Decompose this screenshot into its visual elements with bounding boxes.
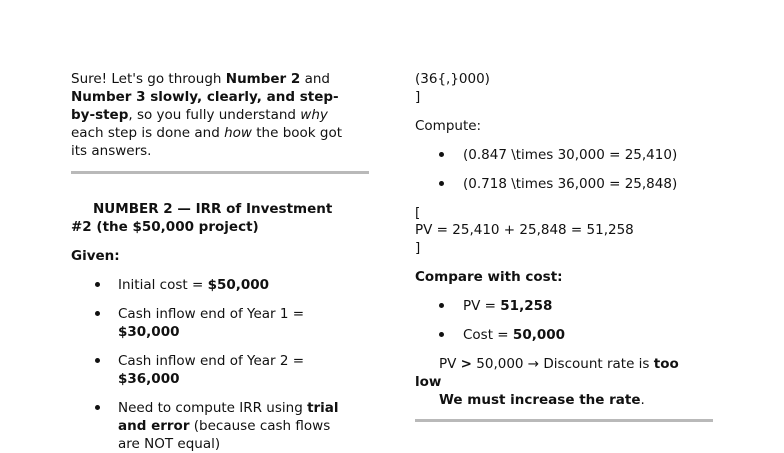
compare-label: Compare with cost: (415, 269, 563, 285)
bullet-icon (439, 303, 444, 308)
intro-line-2: Number 3 slowly, clearly, and step- (71, 89, 339, 105)
given-item-2-line-1: Cash inflow end of Year 1 = (118, 306, 305, 322)
intro-line-5: its answers. (71, 143, 152, 159)
given-label: Given: (71, 248, 120, 264)
bullet-icon (95, 358, 100, 363)
given-item-2-line-2: $30,000 (118, 324, 180, 340)
given-item-4-line-1: Need to compute IRR using trial (118, 400, 339, 416)
compute-label: Compute: (415, 118, 482, 134)
bullet-icon (95, 311, 100, 316)
equation-bracket-open: [ (415, 205, 421, 221)
conclusion-line-1: PV > 50,000 → Discount rate is too (439, 356, 679, 372)
given-item-4-line-3: are NOT equal) (118, 436, 221, 452)
given-item-4-line-2: and error (because cash flows (118, 418, 331, 434)
compare-item-cost: Cost = 50,000 (463, 327, 566, 343)
conclusion-line-2: low (415, 374, 442, 390)
bullet-icon (439, 152, 444, 157)
compute-item-1: (0.847 \times 30,000 = 25,410) (463, 147, 678, 163)
conclusion-line-3: We must increase the rate. (439, 392, 645, 408)
compute-item-2: (0.718 \times 36,000 = 25,848) (463, 176, 678, 192)
given-item-3-line-1: Cash inflow end of Year 2 = (118, 353, 305, 369)
given-item-3-line-2: $36,000 (118, 371, 180, 387)
bullet-icon (439, 181, 444, 186)
bullet-icon (95, 282, 100, 287)
section-heading-line-1: NUMBER 2 — IRR of Investment (93, 201, 333, 217)
compare-item-pv: PV = 51,258 (463, 298, 553, 314)
pv-equation: PV = 25,410 + 25,848 = 51,258 (415, 222, 634, 238)
divider (415, 419, 713, 422)
intro-line-1: Sure! Let's go through Number 2 and (71, 71, 331, 87)
equation-bracket-close: ] (415, 240, 421, 256)
divider (71, 171, 369, 174)
bullet-icon (439, 332, 444, 337)
intro-line-4: each step is done and how the book got (71, 125, 343, 141)
section-heading-line-2: #2 (the $50,000 project) (71, 219, 259, 235)
bullet-icon (95, 405, 100, 410)
given-item-1: Initial cost = $50,000 (118, 277, 270, 293)
formula-bracket-close: ] (415, 89, 421, 105)
intro-line-3: by-step, so you fully understand why (71, 107, 328, 123)
formula-line-1: (36{,}000) (415, 71, 490, 87)
